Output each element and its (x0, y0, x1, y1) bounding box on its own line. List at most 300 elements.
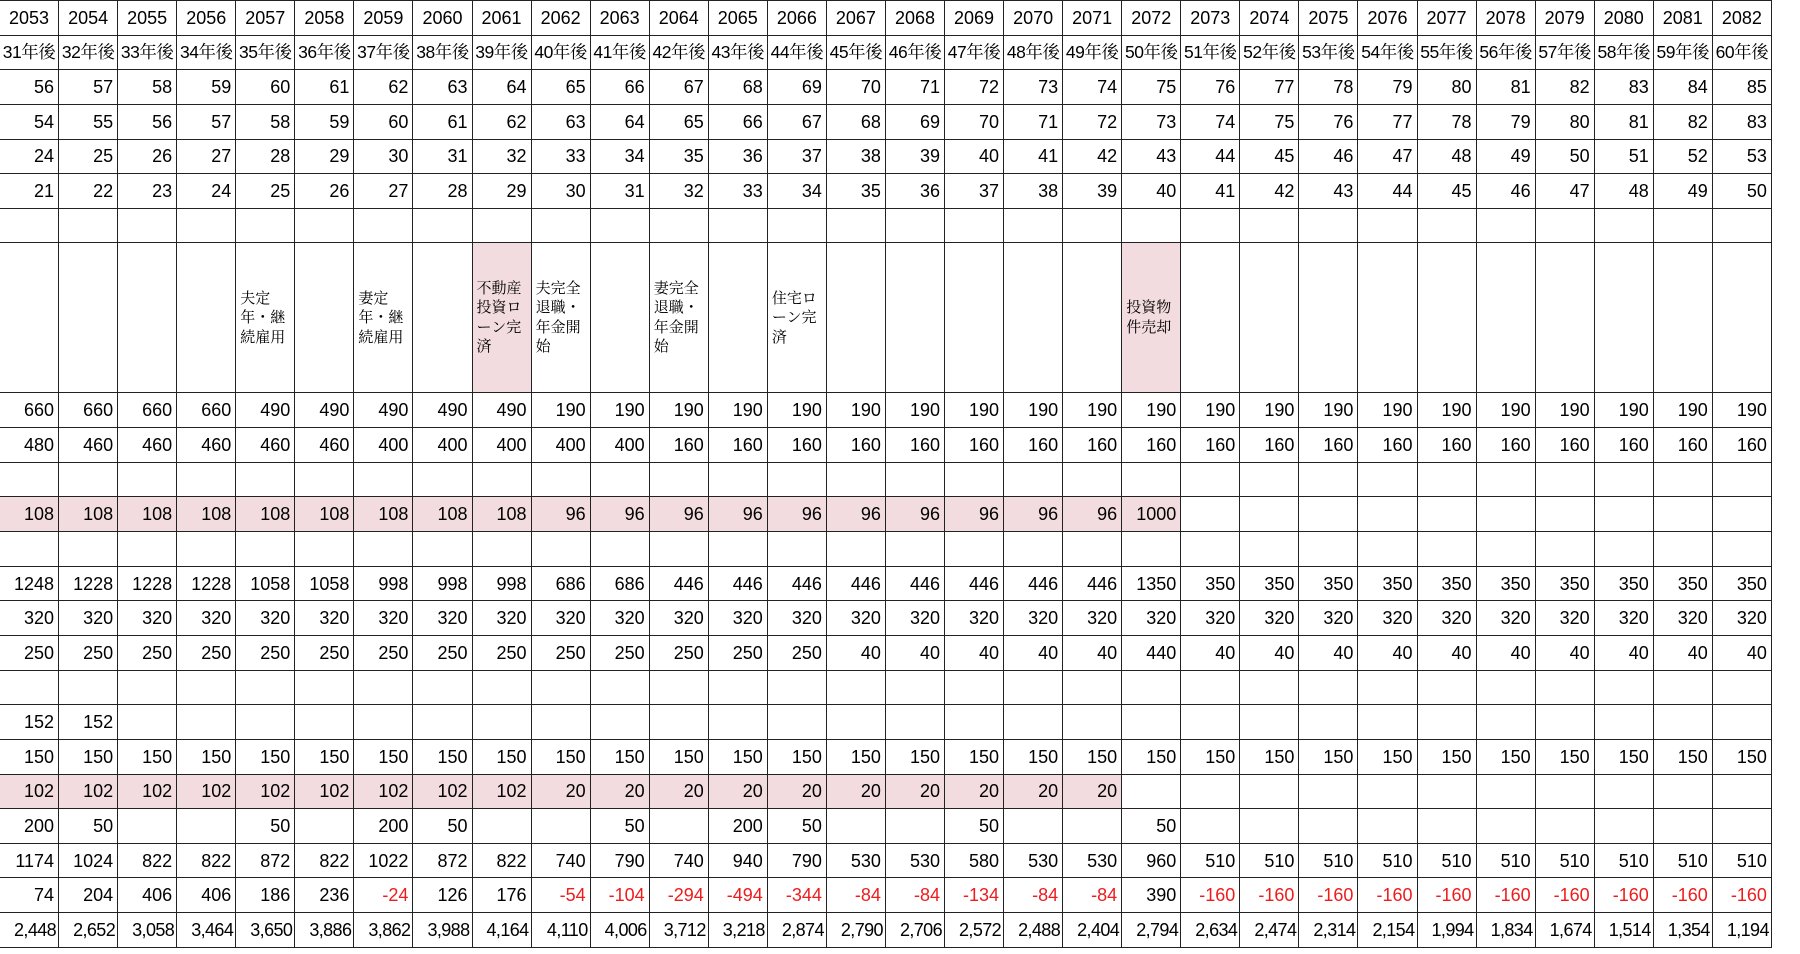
value-cell[interactable]: 320 (1063, 601, 1122, 636)
value-cell[interactable]: 390 (1122, 878, 1181, 913)
value-cell[interactable]: 46 (1476, 174, 1535, 209)
value-cell[interactable]: 72 (1063, 104, 1122, 139)
value-cell[interactable] (1299, 774, 1358, 809)
value-cell[interactable]: 102 (118, 774, 177, 809)
value-cell[interactable] (531, 532, 590, 567)
value-cell[interactable]: 50 (945, 809, 1004, 844)
value-cell[interactable]: 37 (767, 139, 826, 174)
value-cell[interactable] (118, 532, 177, 567)
value-cell[interactable]: 40 (1417, 635, 1476, 670)
value-cell[interactable] (354, 462, 413, 497)
value-cell[interactable]: 250 (472, 635, 531, 670)
value-cell[interactable] (1004, 532, 1063, 567)
value-cell[interactable] (59, 670, 118, 705)
elapsed-years-cell[interactable]: 55年後 (1417, 35, 1476, 70)
value-cell[interactable]: 1058 (295, 566, 354, 601)
value-cell[interactable] (295, 670, 354, 705)
value-cell[interactable]: 40 (1299, 635, 1358, 670)
value-cell[interactable]: 1,994 (1417, 913, 1476, 948)
value-cell[interactable] (590, 462, 649, 497)
value-cell[interactable]: 20 (945, 774, 1004, 809)
elapsed-years-cell[interactable]: 42年後 (649, 35, 708, 70)
value-cell[interactable] (767, 670, 826, 705)
value-cell[interactable] (1476, 208, 1535, 243)
value-cell[interactable]: 102 (59, 774, 118, 809)
value-cell[interactable]: 150 (1181, 739, 1240, 774)
value-cell[interactable]: 1,354 (1653, 913, 1712, 948)
year-header-cell[interactable]: 2062 (531, 1, 590, 36)
value-cell[interactable]: 1228 (177, 566, 236, 601)
value-cell[interactable] (708, 670, 767, 705)
value-cell[interactable]: 320 (0, 601, 59, 636)
value-cell[interactable] (1417, 462, 1476, 497)
value-cell[interactable] (1004, 809, 1063, 844)
value-cell[interactable]: 186 (236, 878, 295, 913)
value-cell[interactable]: 66 (708, 104, 767, 139)
value-cell[interactable]: 320 (885, 601, 944, 636)
value-cell[interactable]: 50 (236, 809, 295, 844)
value-cell[interactable]: 490 (354, 393, 413, 428)
value-cell[interactable] (236, 670, 295, 705)
value-cell[interactable] (1594, 774, 1653, 809)
elapsed-years-cell[interactable]: 33年後 (118, 35, 177, 70)
value-cell[interactable] (885, 809, 944, 844)
value-cell[interactable] (1535, 705, 1594, 740)
value-cell[interactable]: 81 (1476, 70, 1535, 105)
value-cell[interactable] (354, 208, 413, 243)
value-cell[interactable] (1417, 208, 1476, 243)
value-cell[interactable]: 150 (354, 739, 413, 774)
year-header-cell[interactable]: 2068 (885, 1, 944, 36)
value-cell[interactable]: 108 (0, 497, 59, 532)
value-cell[interactable]: -84 (1063, 878, 1122, 913)
value-cell[interactable]: 150 (1122, 739, 1181, 774)
value-cell[interactable]: 68 (826, 104, 885, 139)
value-cell[interactable]: 150 (826, 739, 885, 774)
value-cell[interactable]: 150 (945, 739, 1004, 774)
value-cell[interactable]: 2,572 (945, 913, 1004, 948)
value-cell[interactable]: 250 (354, 635, 413, 670)
value-cell[interactable]: 160 (1535, 428, 1594, 463)
value-cell[interactable]: 2,652 (59, 913, 118, 948)
value-cell[interactable]: 57 (177, 104, 236, 139)
value-cell[interactable]: 102 (295, 774, 354, 809)
elapsed-years-cell[interactable]: 40年後 (531, 35, 590, 70)
value-cell[interactable]: 52 (1653, 139, 1712, 174)
value-cell[interactable] (649, 532, 708, 567)
value-cell[interactable]: 250 (708, 635, 767, 670)
event-cell[interactable]: 不動産投資ローン完済 (472, 243, 531, 393)
value-cell[interactable]: 96 (708, 497, 767, 532)
value-cell[interactable] (767, 532, 826, 567)
value-cell[interactable]: 190 (708, 393, 767, 428)
value-cell[interactable]: -24 (354, 878, 413, 913)
value-cell[interactable] (1712, 208, 1771, 243)
event-cell[interactable] (1476, 243, 1535, 393)
value-cell[interactable]: -84 (826, 878, 885, 913)
value-cell[interactable]: 660 (118, 393, 177, 428)
value-cell[interactable] (236, 705, 295, 740)
value-cell[interactable]: 73 (1122, 104, 1181, 139)
value-cell[interactable]: -160 (1358, 878, 1417, 913)
value-cell[interactable] (1535, 809, 1594, 844)
value-cell[interactable] (472, 809, 531, 844)
value-cell[interactable]: 160 (885, 428, 944, 463)
year-header-cell[interactable]: 2079 (1535, 1, 1594, 36)
value-cell[interactable] (177, 208, 236, 243)
event-cell[interactable]: 夫完全退職・年金開始 (531, 243, 590, 393)
value-cell[interactable] (1004, 208, 1063, 243)
value-cell[interactable]: 36 (885, 174, 944, 209)
value-cell[interactable]: 190 (1299, 393, 1358, 428)
value-cell[interactable] (1299, 670, 1358, 705)
value-cell[interactable]: 39 (885, 139, 944, 174)
value-cell[interactable] (1358, 670, 1417, 705)
year-header-cell[interactable]: 2080 (1594, 1, 1653, 36)
value-cell[interactable] (1653, 774, 1712, 809)
value-cell[interactable]: 22 (59, 174, 118, 209)
value-cell[interactable] (1417, 670, 1476, 705)
value-cell[interactable]: -160 (1712, 878, 1771, 913)
value-cell[interactable]: 822 (118, 843, 177, 878)
value-cell[interactable]: 790 (590, 843, 649, 878)
value-cell[interactable] (649, 462, 708, 497)
value-cell[interactable]: -104 (590, 878, 649, 913)
value-cell[interactable]: 75 (1122, 70, 1181, 105)
value-cell[interactable] (1712, 497, 1771, 532)
value-cell[interactable]: 320 (413, 601, 472, 636)
value-cell[interactable]: 79 (1476, 104, 1535, 139)
value-cell[interactable]: 250 (767, 635, 826, 670)
value-cell[interactable]: 24 (177, 174, 236, 209)
value-cell[interactable] (1476, 462, 1535, 497)
value-cell[interactable]: 65 (649, 104, 708, 139)
value-cell[interactable]: -160 (1299, 878, 1358, 913)
value-cell[interactable] (0, 670, 59, 705)
value-cell[interactable]: 2,448 (0, 913, 59, 948)
value-cell[interactable]: 66 (590, 70, 649, 105)
value-cell[interactable] (1004, 462, 1063, 497)
event-cell[interactable] (826, 243, 885, 393)
event-cell[interactable] (295, 243, 354, 393)
value-cell[interactable]: -84 (885, 878, 944, 913)
value-cell[interactable] (649, 705, 708, 740)
value-cell[interactable]: 200 (354, 809, 413, 844)
value-cell[interactable]: 446 (708, 566, 767, 601)
value-cell[interactable] (708, 705, 767, 740)
value-cell[interactable]: 3,464 (177, 913, 236, 948)
value-cell[interactable]: 320 (177, 601, 236, 636)
value-cell[interactable]: 490 (413, 393, 472, 428)
value-cell[interactable] (590, 532, 649, 567)
value-cell[interactable]: 190 (1653, 393, 1712, 428)
elapsed-years-cell[interactable]: 43年後 (708, 35, 767, 70)
value-cell[interactable]: 44 (1181, 139, 1240, 174)
event-cell[interactable] (1181, 243, 1240, 393)
value-cell[interactable]: 96 (885, 497, 944, 532)
value-cell[interactable]: 102 (354, 774, 413, 809)
value-cell[interactable]: 29 (472, 174, 531, 209)
event-cell[interactable]: 住宅ローン完済 (767, 243, 826, 393)
value-cell[interactable] (1358, 705, 1417, 740)
value-cell[interactable]: 108 (177, 497, 236, 532)
value-cell[interactable] (1417, 809, 1476, 844)
value-cell[interactable]: 1058 (236, 566, 295, 601)
year-header-cell[interactable]: 2071 (1063, 1, 1122, 36)
value-cell[interactable]: 56 (0, 70, 59, 105)
value-cell[interactable]: 1228 (118, 566, 177, 601)
value-cell[interactable] (236, 208, 295, 243)
value-cell[interactable] (118, 705, 177, 740)
value-cell[interactable] (531, 670, 590, 705)
value-cell[interactable]: 2,790 (826, 913, 885, 948)
value-cell[interactable]: 49 (1653, 174, 1712, 209)
value-cell[interactable]: 30 (354, 139, 413, 174)
year-header-cell[interactable]: 2066 (767, 1, 826, 36)
value-cell[interactable]: 190 (1240, 393, 1299, 428)
value-cell[interactable]: 34 (590, 139, 649, 174)
value-cell[interactable]: 1174 (0, 843, 59, 878)
value-cell[interactable]: 40 (1122, 174, 1181, 209)
value-cell[interactable]: 510 (1535, 843, 1594, 878)
value-cell[interactable] (885, 532, 944, 567)
value-cell[interactable] (354, 532, 413, 567)
value-cell[interactable] (1358, 809, 1417, 844)
value-cell[interactable]: 822 (295, 843, 354, 878)
event-cell[interactable] (413, 243, 472, 393)
value-cell[interactable] (59, 532, 118, 567)
value-cell[interactable]: 64 (472, 70, 531, 105)
value-cell[interactable] (1122, 462, 1181, 497)
value-cell[interactable]: -494 (708, 878, 767, 913)
value-cell[interactable]: 108 (59, 497, 118, 532)
value-cell[interactable] (1653, 462, 1712, 497)
value-cell[interactable]: 50 (59, 809, 118, 844)
value-cell[interactable]: 50 (1712, 174, 1771, 209)
value-cell[interactable]: -160 (1653, 878, 1712, 913)
event-cell[interactable] (885, 243, 944, 393)
value-cell[interactable]: 400 (531, 428, 590, 463)
value-cell[interactable]: 460 (59, 428, 118, 463)
event-cell[interactable]: 妻完全退職・年金開始 (649, 243, 708, 393)
value-cell[interactable]: 350 (1653, 566, 1712, 601)
value-cell[interactable]: 55 (59, 104, 118, 139)
value-cell[interactable]: 43 (1299, 174, 1358, 209)
value-cell[interactable]: 108 (354, 497, 413, 532)
value-cell[interactable]: 40 (1653, 635, 1712, 670)
value-cell[interactable]: 446 (649, 566, 708, 601)
value-cell[interactable]: 1,674 (1535, 913, 1594, 948)
value-cell[interactable]: 446 (1004, 566, 1063, 601)
value-cell[interactable]: 85 (1712, 70, 1771, 105)
value-cell[interactable]: 40 (1358, 635, 1417, 670)
value-cell[interactable]: 150 (767, 739, 826, 774)
value-cell[interactable]: 67 (767, 104, 826, 139)
value-cell[interactable]: 73 (1004, 70, 1063, 105)
value-cell[interactable] (1122, 774, 1181, 809)
value-cell[interactable]: 41 (1004, 139, 1063, 174)
value-cell[interactable] (59, 462, 118, 497)
value-cell[interactable]: 150 (236, 739, 295, 774)
value-cell[interactable] (1358, 208, 1417, 243)
value-cell[interactable]: 998 (354, 566, 413, 601)
value-cell[interactable] (708, 208, 767, 243)
year-header-cell[interactable]: 2064 (649, 1, 708, 36)
value-cell[interactable] (118, 462, 177, 497)
value-cell[interactable] (1476, 497, 1535, 532)
value-cell[interactable]: 686 (590, 566, 649, 601)
elapsed-years-cell[interactable]: 41年後 (590, 35, 649, 70)
value-cell[interactable]: 26 (295, 174, 354, 209)
value-cell[interactable]: 76 (1181, 70, 1240, 105)
value-cell[interactable]: 150 (531, 739, 590, 774)
value-cell[interactable] (472, 670, 531, 705)
value-cell[interactable]: 40 (1004, 635, 1063, 670)
value-cell[interactable] (0, 208, 59, 243)
value-cell[interactable]: 160 (1299, 428, 1358, 463)
value-cell[interactable]: 740 (649, 843, 708, 878)
value-cell[interactable]: 108 (118, 497, 177, 532)
value-cell[interactable] (1476, 705, 1535, 740)
value-cell[interactable]: 20 (531, 774, 590, 809)
value-cell[interactable]: 75 (1240, 104, 1299, 139)
value-cell[interactable] (1063, 462, 1122, 497)
value-cell[interactable] (295, 532, 354, 567)
value-cell[interactable]: 31 (590, 174, 649, 209)
value-cell[interactable]: 190 (649, 393, 708, 428)
elapsed-years-cell[interactable]: 48年後 (1004, 35, 1063, 70)
value-cell[interactable]: 32 (649, 174, 708, 209)
value-cell[interactable]: 320 (236, 601, 295, 636)
value-cell[interactable] (295, 208, 354, 243)
value-cell[interactable]: 40 (1594, 635, 1653, 670)
value-cell[interactable] (826, 532, 885, 567)
value-cell[interactable]: 200 (708, 809, 767, 844)
value-cell[interactable] (885, 670, 944, 705)
value-cell[interactable]: 26 (118, 139, 177, 174)
value-cell[interactable]: 3,650 (236, 913, 295, 948)
value-cell[interactable]: 56 (118, 104, 177, 139)
value-cell[interactable]: 25 (236, 174, 295, 209)
value-cell[interactable]: 40 (1535, 635, 1594, 670)
value-cell[interactable]: 96 (531, 497, 590, 532)
value-cell[interactable] (826, 670, 885, 705)
event-cell[interactable] (1712, 243, 1771, 393)
value-cell[interactable]: 160 (1653, 428, 1712, 463)
event-cell[interactable] (1653, 243, 1712, 393)
value-cell[interactable] (945, 705, 1004, 740)
value-cell[interactable]: 190 (1712, 393, 1771, 428)
value-cell[interactable] (236, 462, 295, 497)
year-header-cell[interactable]: 2073 (1181, 1, 1240, 36)
event-cell[interactable] (1358, 243, 1417, 393)
year-header-cell[interactable]: 2067 (826, 1, 885, 36)
value-cell[interactable]: 204 (59, 878, 118, 913)
value-cell[interactable] (472, 705, 531, 740)
value-cell[interactable]: 20 (708, 774, 767, 809)
value-cell[interactable]: 30 (531, 174, 590, 209)
value-cell[interactable]: 160 (1358, 428, 1417, 463)
year-header-cell[interactable]: 2057 (236, 1, 295, 36)
value-cell[interactable]: 44 (1358, 174, 1417, 209)
value-cell[interactable] (354, 670, 413, 705)
value-cell[interactable]: 790 (767, 843, 826, 878)
value-cell[interactable]: -160 (1417, 878, 1476, 913)
elapsed-years-cell[interactable]: 51年後 (1181, 35, 1240, 70)
value-cell[interactable]: 35 (826, 174, 885, 209)
value-cell[interactable]: 150 (649, 739, 708, 774)
value-cell[interactable]: 108 (295, 497, 354, 532)
value-cell[interactable]: 190 (1417, 393, 1476, 428)
year-header-cell[interactable]: 2076 (1358, 1, 1417, 36)
value-cell[interactable]: 2,474 (1240, 913, 1299, 948)
value-cell[interactable]: 150 (885, 739, 944, 774)
value-cell[interactable]: 460 (118, 428, 177, 463)
value-cell[interactable]: 61 (295, 70, 354, 105)
value-cell[interactable] (1063, 809, 1122, 844)
value-cell[interactable]: 48 (1594, 174, 1653, 209)
elapsed-years-cell[interactable]: 46年後 (885, 35, 944, 70)
value-cell[interactable] (1240, 705, 1299, 740)
value-cell[interactable]: 480 (0, 428, 59, 463)
value-cell[interactable]: 250 (590, 635, 649, 670)
value-cell[interactable] (1653, 809, 1712, 844)
value-cell[interactable]: 320 (1004, 601, 1063, 636)
value-cell[interactable] (1535, 774, 1594, 809)
value-cell[interactable]: 320 (1417, 601, 1476, 636)
value-cell[interactable] (1476, 809, 1535, 844)
value-cell[interactable]: 50 (1535, 139, 1594, 174)
value-cell[interactable] (1712, 705, 1771, 740)
value-cell[interactable] (826, 462, 885, 497)
value-cell[interactable] (945, 208, 1004, 243)
value-cell[interactable]: 81 (1594, 104, 1653, 139)
value-cell[interactable] (472, 208, 531, 243)
value-cell[interactable]: 320 (1653, 601, 1712, 636)
value-cell[interactable]: 59 (177, 70, 236, 105)
value-cell[interactable] (1476, 532, 1535, 567)
value-cell[interactable]: 1248 (0, 566, 59, 601)
value-cell[interactable]: 320 (1594, 601, 1653, 636)
value-cell[interactable]: 250 (649, 635, 708, 670)
value-cell[interactable]: 39 (1063, 174, 1122, 209)
value-cell[interactable]: 150 (1004, 739, 1063, 774)
value-cell[interactable]: 62 (472, 104, 531, 139)
value-cell[interactable]: 40 (1476, 635, 1535, 670)
value-cell[interactable]: 460 (177, 428, 236, 463)
value-cell[interactable]: 320 (354, 601, 413, 636)
value-cell[interactable]: -134 (945, 878, 1004, 913)
value-cell[interactable]: 72 (945, 70, 1004, 105)
event-cell[interactable] (1063, 243, 1122, 393)
value-cell[interactable]: 350 (1299, 566, 1358, 601)
value-cell[interactable]: 25 (59, 139, 118, 174)
value-cell[interactable]: 96 (1004, 497, 1063, 532)
value-cell[interactable]: 150 (1358, 739, 1417, 774)
value-cell[interactable]: -160 (1594, 878, 1653, 913)
value-cell[interactable]: 60 (354, 104, 413, 139)
value-cell[interactable]: 490 (295, 393, 354, 428)
value-cell[interactable]: 660 (0, 393, 59, 428)
value-cell[interactable]: 998 (472, 566, 531, 601)
value-cell[interactable]: 530 (885, 843, 944, 878)
value-cell[interactable]: 47 (1535, 174, 1594, 209)
value-cell[interactable] (118, 809, 177, 844)
value-cell[interactable]: 1022 (354, 843, 413, 878)
value-cell[interactable]: 320 (708, 601, 767, 636)
value-cell[interactable]: 872 (413, 843, 472, 878)
value-cell[interactable]: 160 (1712, 428, 1771, 463)
